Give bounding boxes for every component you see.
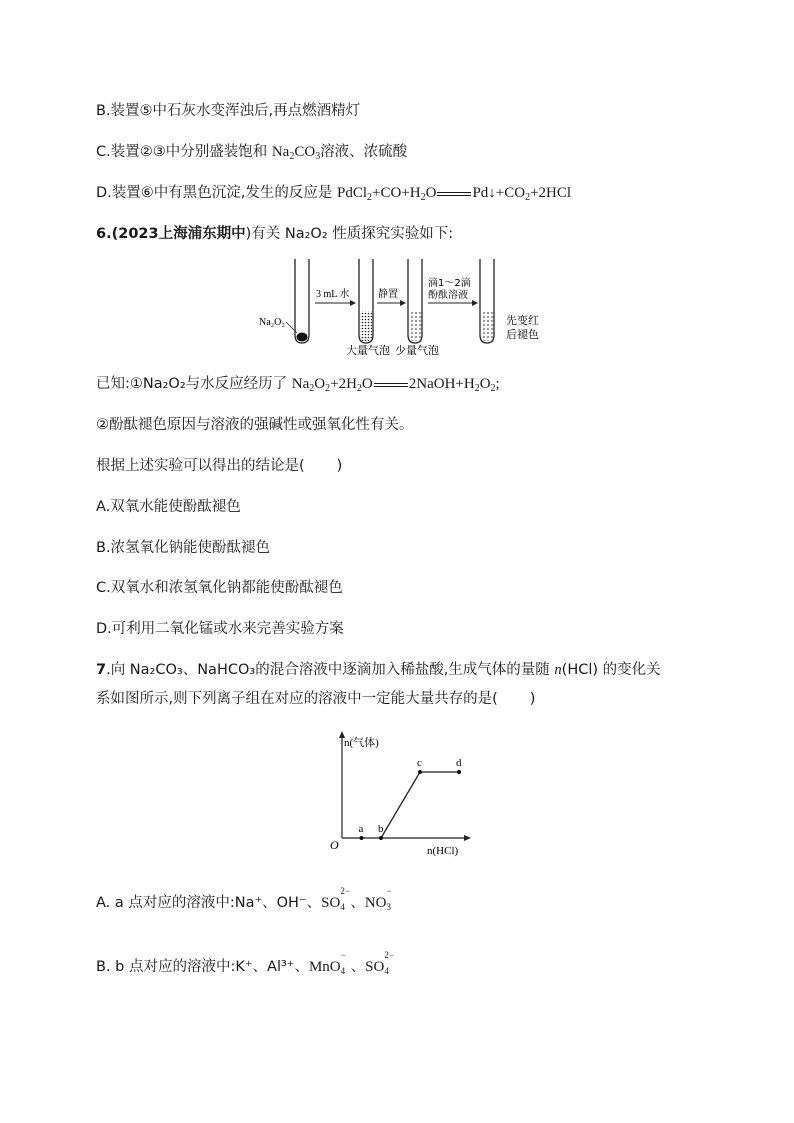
question-7-text-2-end: ) (529, 691, 536, 707)
point-label-d: d (456, 757, 462, 769)
point-d (457, 770, 461, 774)
option-d-text: D.装置⑥中有黑色沉淀,发生的反应是 (96, 185, 333, 201)
ion-sulfate: SO 2− 4 (321, 886, 350, 912)
point-label-c: c (417, 757, 422, 769)
question-6-stem-end: ) (336, 458, 343, 474)
ion-sulfate-b: SO 2− 4 (365, 950, 394, 976)
q7-option-a-text: A. a 点对应的溶液中:Na⁺、OH⁻、 (96, 895, 322, 911)
label-many-bubbles: 大量气泡 (346, 344, 390, 357)
option-d-line (96, 183, 571, 208)
question-6-stem-text: 根据上述实验可以得出的结论是( (96, 458, 305, 474)
experiment-diagram (250, 255, 550, 361)
label-drops: 滴1～2滴 (428, 278, 471, 289)
q6-option-c-text: C.双氧水和浓氢氧化钠都能使酚酞褪色 (96, 580, 343, 596)
gas-vs-hcl-chart (320, 728, 480, 863)
label-fade: 后褪色 (506, 328, 539, 341)
question-6-number: 6 (96, 226, 107, 242)
known-1-text: 已知:①Na₂O₂与水反应经历了 (96, 376, 288, 392)
test-tube-2 (359, 259, 373, 343)
question-6-source: .(2023上海浦东期中 (106, 226, 246, 242)
test-tube-4 (480, 259, 494, 343)
y-axis-label: n(气体) (344, 737, 379, 749)
question-7-number: 7 (96, 662, 107, 678)
question-7-line-1 (96, 660, 661, 680)
q7-option-b: B. b 点对应的溶液中:K⁺、Al³⁺、MnO − 4 、SO 2− 4 (96, 950, 394, 976)
label-na2o2: Na₂O₂ (259, 317, 285, 328)
label-few-bubbles: 少量气泡 (395, 344, 439, 357)
option-b-line (96, 101, 360, 121)
ion-nitrate: NO − 3 (364, 886, 392, 912)
question-6-line (96, 224, 453, 244)
label-turn-red: 先变红 (506, 314, 539, 327)
ion-permanganate: MnO − 4 (308, 950, 346, 976)
known-2-text: ②酚酞褪色原因与溶液的强碱性或强氧化性有关。 (96, 417, 414, 433)
option-c-line (96, 142, 407, 167)
question-7-line-2 (96, 689, 535, 709)
q6-option-c (96, 578, 343, 598)
q6-option-d-text: D.可利用二氧化锰或水来完善实验方案 (96, 621, 344, 637)
point-a (360, 836, 364, 840)
test-tube-1 (295, 259, 309, 343)
known-1-line (96, 374, 500, 399)
q6-option-a (96, 497, 241, 517)
series-line (381, 772, 459, 838)
formula-na2co3: $Na_2CO_3$ (271, 144, 321, 162)
italic-n: n (554, 662, 562, 678)
point-label-a: a (358, 823, 364, 835)
label-stand: 静置 (378, 289, 398, 300)
origin-label: O (330, 838, 339, 852)
question-6-text: )有关 Na₂O₂ 性质探究实验如下: (245, 226, 454, 242)
option-b-text: B.装置⑤中石灰水变浑浊后,再点燃酒精灯 (96, 103, 361, 119)
option-c-text: C.装置②③中分别盛装饱和 (96, 144, 268, 160)
q6-option-a-text: A.双氧水能使酚酞褪色 (96, 499, 241, 515)
q6-option-b-text: B.浓氢氧化钠能使酚酞褪色 (96, 540, 271, 556)
equation-pdcl2: $PdCl_2+CO+H_2O$ $Pd↓+CO_2+2HCl$ (337, 185, 572, 203)
label-phenolphthalein: 酚酞溶液 (428, 290, 468, 301)
question-7-text-1: .向 Na₂CO₃、NaHCO₃的混合溶液中逐滴加入稀盐酸,生成气体的量随 (106, 662, 550, 678)
x-axis-label: n(HCl) (427, 845, 459, 857)
point-b (379, 836, 383, 840)
q6-option-d (96, 619, 344, 639)
q7-option-b-text: B. b 点对应的溶液中:K⁺、Al³⁺、 (96, 959, 309, 975)
question-7-text-2: 系如图所示,则下列离子组在对应的溶液中一定能大量共存的是( (96, 691, 498, 707)
q6-option-b (96, 538, 270, 558)
point-label-b: b (378, 823, 384, 835)
question-7-text-1-end: (HCl) 的变化关 (561, 662, 661, 678)
label-add-water: 3 mL 水 (316, 289, 350, 300)
known-2-line (96, 415, 414, 435)
option-c-text-end: 溶液、浓硫酸 (320, 144, 408, 160)
equation-na2o2-water: $Na_2O_2+2H_2O$ $2NaOH+H_2O_2$; (291, 376, 500, 394)
point-c (418, 770, 422, 774)
q7-option-a: A. a 点对应的溶液中:Na⁺、OH⁻、SO 2− 4 、NO − 3 (96, 886, 392, 912)
question-6-stem (96, 456, 342, 476)
test-tube-3 (408, 259, 422, 343)
